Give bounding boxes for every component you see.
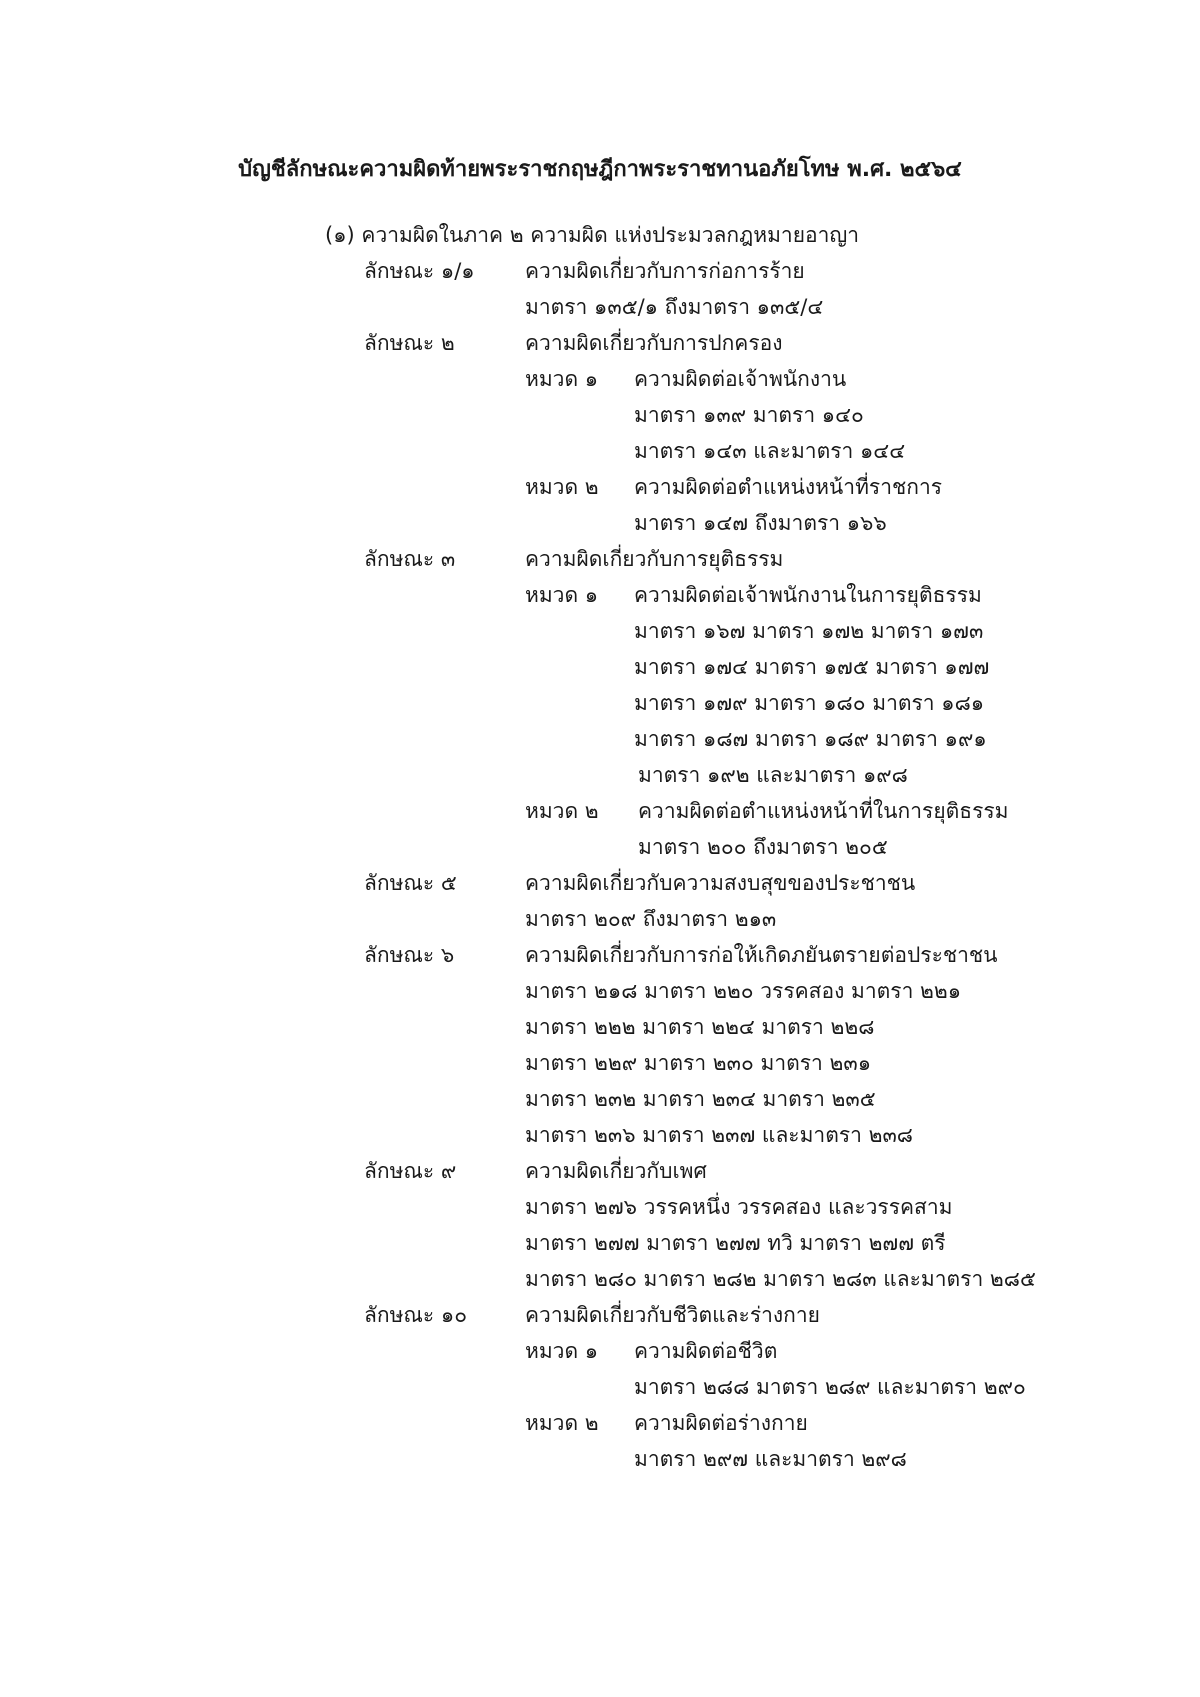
part-label: ลักษณะ ๕: [364, 871, 457, 895]
section-range: มาตรา ๒๓๒ มาตรา ๒๓๔ มาตรา ๒๓๕: [525, 1087, 876, 1111]
section-range: มาตรา ๑๓๙ มาตรา ๑๔๐: [634, 403, 864, 427]
section-range: มาตรา ๒๓๖ มาตรา ๒๓๗ และมาตรา ๒๓๘: [525, 1123, 914, 1147]
chapter-title: ความผิดต่อตำแหน่งหน้าที่ราชการ: [634, 475, 943, 499]
part-label: ลักษณะ ๑๐: [364, 1303, 468, 1327]
section-range: มาตรา ๑๙๒ และมาตรา ๑๙๘: [638, 763, 908, 787]
section-range: มาตรา ๑๔๓ และมาตรา ๑๔๔: [634, 439, 906, 463]
section-range: มาตรา ๒๗๖ วรรคหนึ่ง วรรคสอง และวรรคสาม: [525, 1195, 953, 1219]
part-label: ลักษณะ ๙: [364, 1159, 457, 1183]
section-range: มาตรา ๑๓๕/๑ ถึงมาตรา ๑๓๕/๔: [525, 295, 824, 319]
section-range: มาตรา ๒๑๘ มาตรา ๒๒๐ วรรคสอง มาตรา ๒๒๑: [525, 979, 962, 1003]
part-title: ความผิดเกี่ยวกับการก่อให้เกิดภยันตรายต่อประชาชน: [525, 943, 998, 967]
chapter-label: หมวด ๒: [525, 799, 599, 823]
part-label: ลักษณะ ๑/๑: [364, 259, 475, 283]
part-title: ความผิดเกี่ยวกับความสงบสุขของประชาชน: [525, 871, 916, 895]
chapter-title: ความผิดต่อชีวิต: [634, 1339, 778, 1363]
section-range: มาตรา ๒๒๒ มาตรา ๒๒๔ มาตรา ๒๒๘: [525, 1015, 875, 1039]
section-range: มาตรา ๑๔๗ ถึงมาตรา ๑๖๖: [634, 511, 887, 535]
chapter-label: หมวด ๒: [525, 1411, 599, 1435]
section-range: มาตรา ๒๒๙ มาตรา ๒๓๐ มาตรา ๒๓๑: [525, 1051, 872, 1075]
section-heading: (๑) ความผิดในภาค ๒ ความผิด แห่งประมวลกฎหมายอาญา: [325, 223, 860, 247]
chapter-title: ความผิดต่อเจ้าพนักงานในการยุติธรรม: [634, 583, 982, 607]
section-range: มาตรา ๒๘๘ มาตรา ๒๘๙ และมาตรา ๒๙๐: [634, 1375, 1026, 1399]
part-title: ความผิดเกี่ยวกับการก่อการร้าย: [525, 259, 805, 283]
section-range: มาตรา ๒๗๗ มาตรา ๒๗๗ ทวิ มาตรา ๒๗๗ ตรี: [525, 1231, 946, 1255]
chapter-label: หมวด ๒: [525, 475, 599, 499]
section-range: มาตรา ๑๗๔ มาตรา ๑๗๕ มาตรา ๑๗๗: [634, 655, 990, 679]
section-range: มาตรา ๑๖๗ มาตรา ๑๗๒ มาตรา ๑๗๓: [634, 619, 984, 643]
chapter-label: หมวด ๑: [525, 1339, 599, 1363]
part-title: ความผิดเกี่ยวกับการปกครอง: [525, 331, 783, 355]
part-label: ลักษณะ ๖: [364, 943, 455, 967]
chapter-title: ความผิดต่อเจ้าพนักงาน: [634, 367, 847, 391]
document-title: บัญชีลักษณะความผิดท้ายพระราชกฤษฎีกาพระราชทานอภัยโทษ พ.ศ. ๒๕๖๔: [238, 157, 962, 182]
part-label: ลักษณะ ๓: [364, 547, 456, 571]
section-range: มาตรา ๒๙๗ และมาตรา ๒๙๘: [634, 1447, 907, 1471]
chapter-label: หมวด ๑: [525, 367, 599, 391]
part-title: ความผิดเกี่ยวกับชีวิตและร่างกาย: [525, 1303, 820, 1327]
section-range: มาตรา ๑๘๗ มาตรา ๑๘๙ มาตรา ๑๙๑: [634, 727, 987, 751]
part-label: ลักษณะ ๒: [364, 331, 455, 355]
section-range: มาตรา ๒๘๐ มาตรา ๒๘๒ มาตรา ๒๘๓ และมาตรา ๒๘๕: [525, 1267, 1036, 1291]
chapter-label: หมวด ๑: [525, 583, 599, 607]
section-range: มาตรา ๑๗๙ มาตรา ๑๘๐ มาตรา ๑๘๑: [634, 691, 985, 715]
chapter-title: ความผิดต่อร่างกาย: [634, 1411, 808, 1435]
part-title: ความผิดเกี่ยวกับการยุติธรรม: [525, 547, 784, 571]
section-range: มาตรา ๒๐๐ ถึงมาตรา ๒๐๕: [638, 835, 888, 859]
section-range: มาตรา ๒๐๙ ถึงมาตรา ๒๑๓: [525, 907, 777, 931]
chapter-title: ความผิดต่อตำแหน่งหน้าที่ในการยุติธรรม: [638, 799, 1009, 823]
part-title: ความผิดเกี่ยวกับเพศ: [525, 1159, 707, 1183]
